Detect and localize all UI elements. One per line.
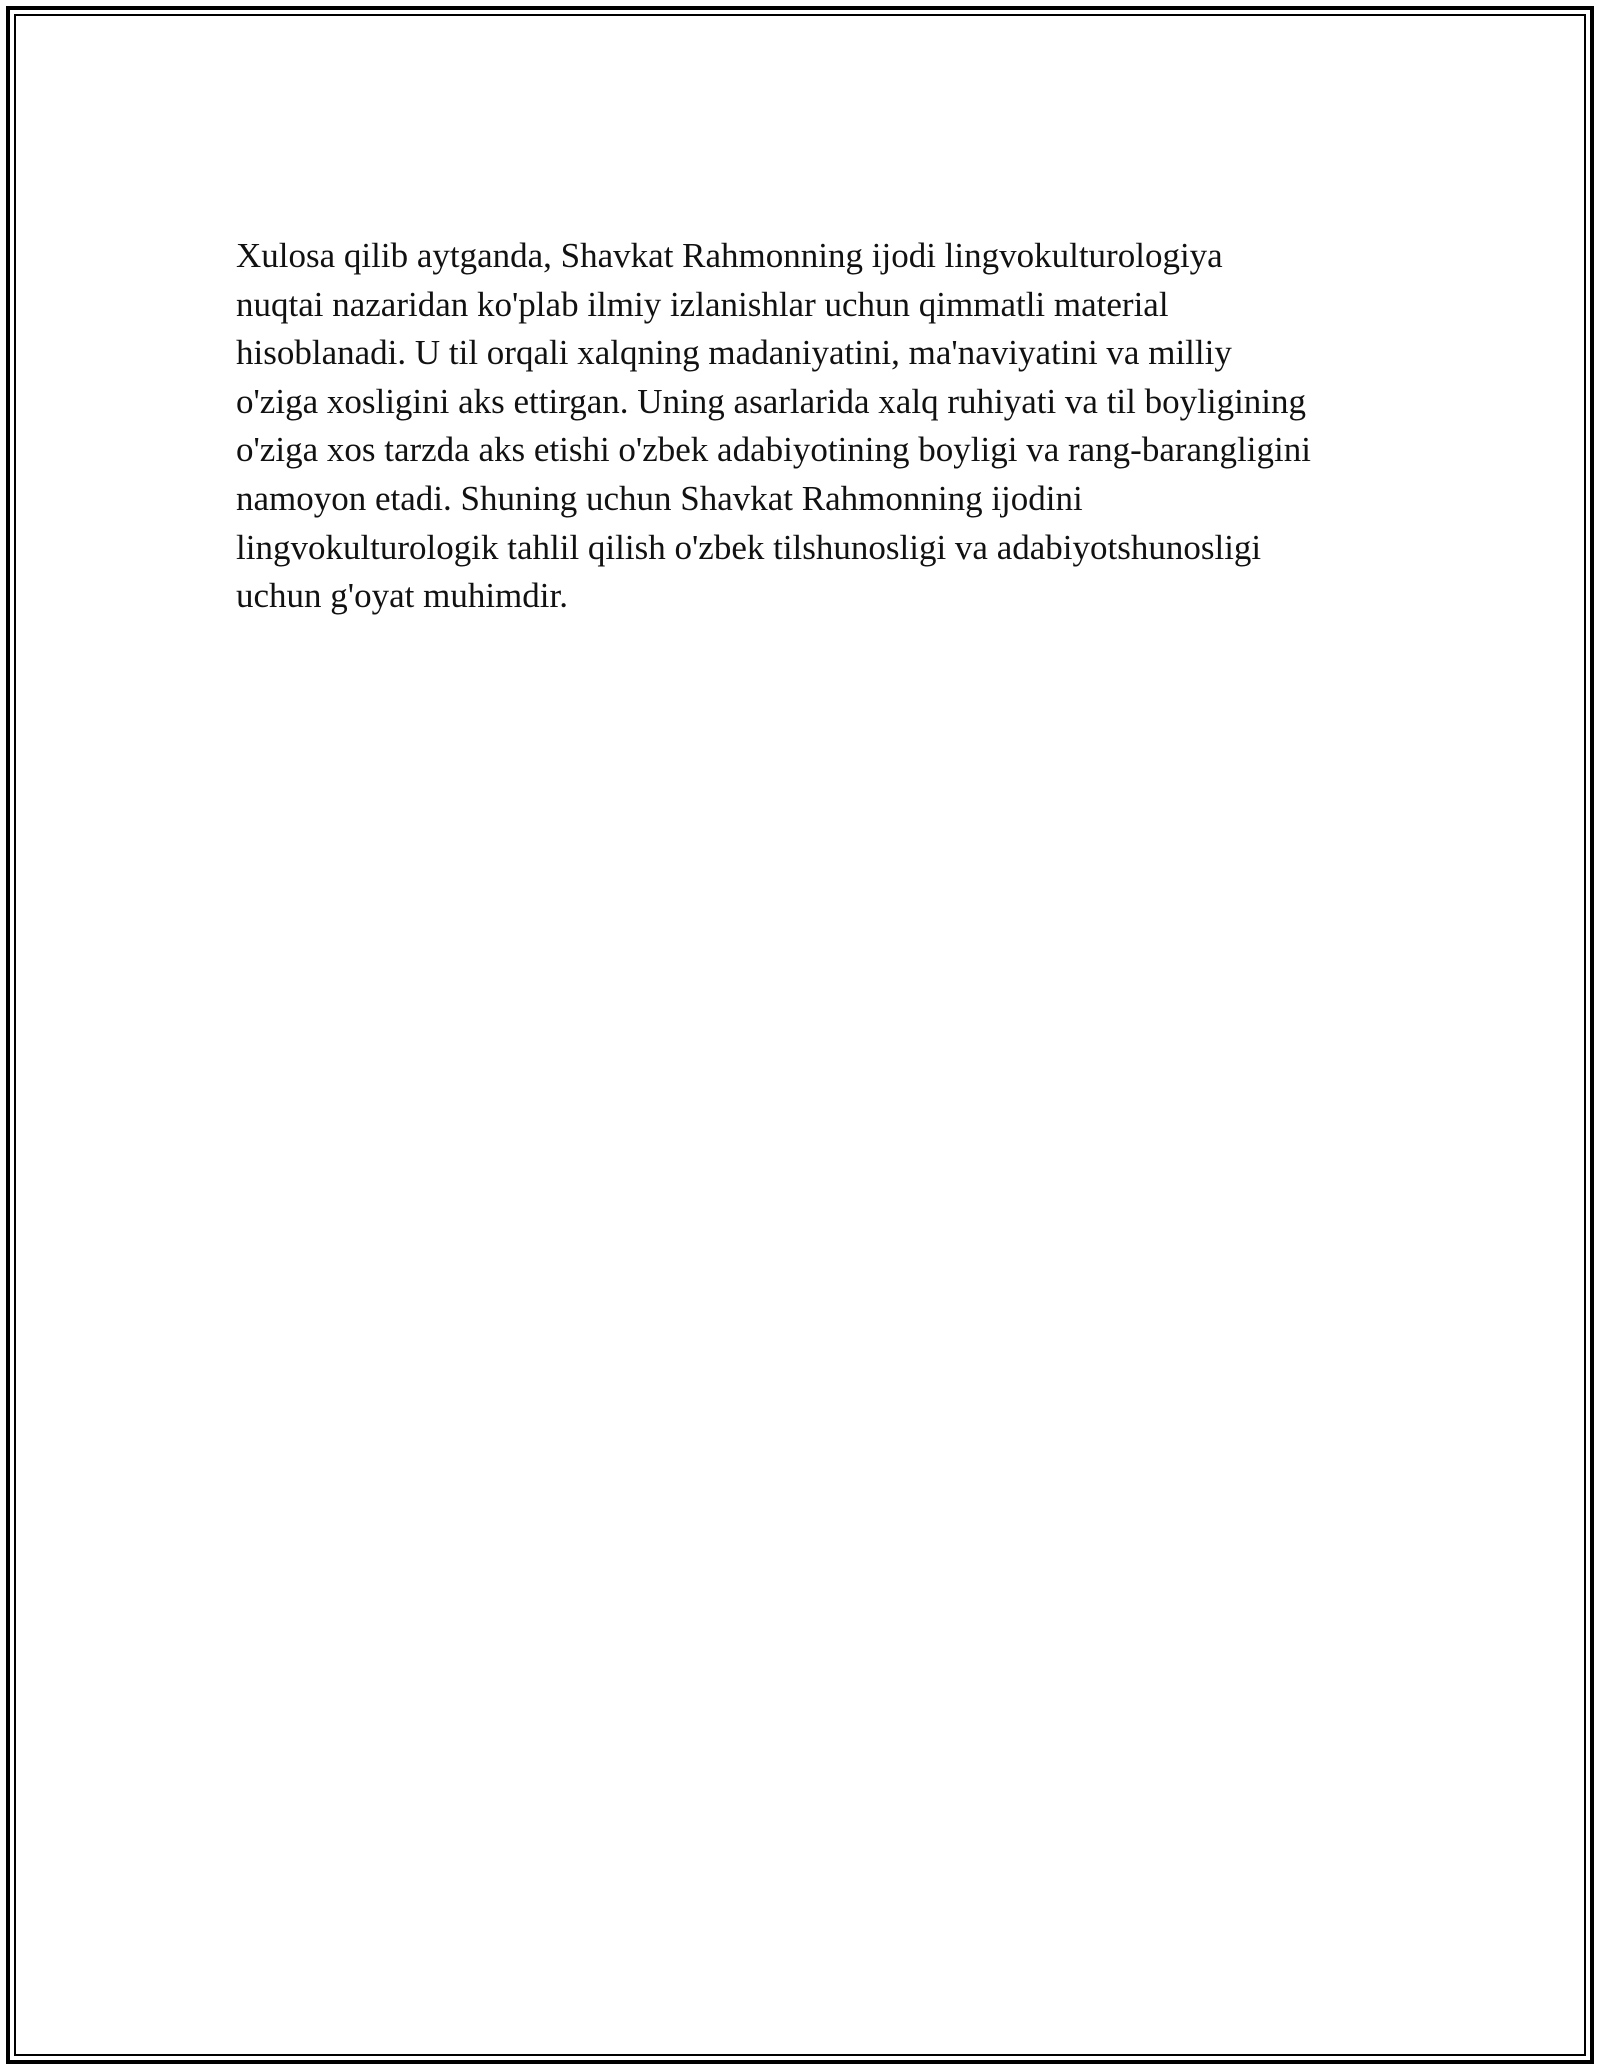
document-body [236, 232, 1376, 621]
conclusion-paragraph: Xulosa qilib aytganda, Shavkat Rahmonning ijodi lingvokulturologiya nuqtai nazaridan ko'plab ilmiy izlanishlar uchun qimmatli material hisoblanadi. U til orqali xalqning madaniyatini, ma'naviyatini va milliy o'ziga xosligini aks ettirgan. Uning asarlarida xalq ruhiyati va til boyligining o'ziga xos tarzda aks etishi o'zbek adabiyotining boyligi va rang-barangligini namoyon etadi. Shuning uchun Shavkat Rahmonning ijodini lingvokulturologik tahlil qilish o'zbek tilshunosligi va adabiyotshunosligi uchun g'oyat muhimdir. [236, 236, 1311, 616]
